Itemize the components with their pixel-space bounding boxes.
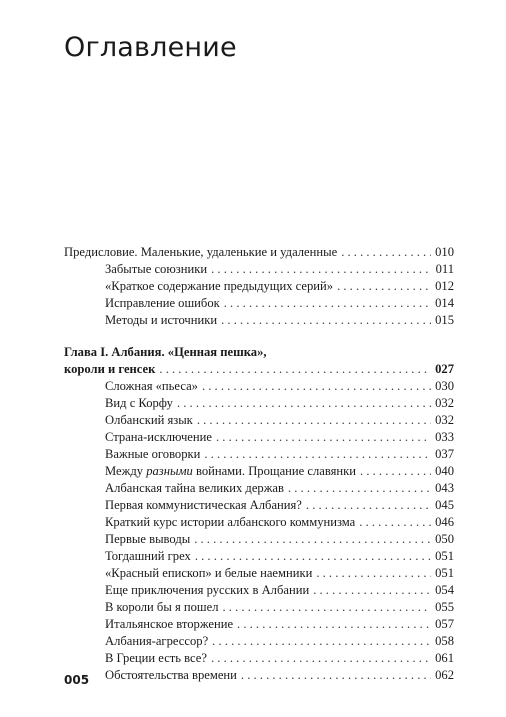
toc-entry-label: Страна-исключение — [105, 430, 212, 444]
toc-entry[interactable] — [64, 261, 454, 278]
toc-entry-label: Методы и источники — [105, 313, 218, 327]
leader-dots — [197, 412, 431, 429]
toc-entry-label: Первые выводы — [105, 532, 191, 546]
toc-entry-label: Еще приключения русских в Албании — [105, 583, 310, 597]
leader-dots — [211, 261, 431, 278]
leader-dots — [241, 667, 431, 684]
toc-entry-page: 054 — [435, 583, 454, 597]
toc-entry-label: Итальянское вторжение — [105, 617, 234, 631]
toc-entry[interactable] — [64, 531, 454, 548]
toc-entry-page: 014 — [435, 296, 454, 310]
toc-entry-page: 061 — [435, 651, 454, 665]
leader-dots — [360, 463, 431, 480]
toc-entry[interactable] — [64, 667, 454, 684]
toc-entry[interactable] — [64, 412, 454, 429]
leader-dots — [202, 378, 431, 395]
toc-entry[interactable] — [64, 378, 454, 395]
leader-dots — [221, 312, 431, 329]
toc-entry-label: В Греции есть все? — [105, 651, 207, 665]
toc-entry-label: Албанская тайна великих держав — [105, 481, 284, 495]
leader-dots — [195, 548, 431, 565]
chapter-page: 027 — [435, 362, 454, 376]
section-spacer — [64, 329, 454, 344]
toc-entry-label: Забытые союзники — [105, 262, 208, 276]
toc-entry-label: Обстоятельства времени — [105, 668, 237, 682]
toc-entry-page: 011 — [435, 262, 454, 276]
toc-entry-label: Албания-агрессор? — [105, 634, 209, 648]
chapter-heading-line[interactable] — [64, 361, 454, 378]
toc-entry-page: 040 — [435, 464, 454, 478]
toc-entry[interactable] — [64, 633, 454, 650]
toc-entry[interactable] — [64, 582, 454, 599]
toc-entry[interactable] — [64, 395, 454, 412]
leader-dots — [211, 650, 431, 667]
toc-entry-page: 032 — [435, 413, 454, 427]
toc-entry[interactable] — [64, 599, 454, 616]
leader-dots — [313, 582, 431, 599]
toc-entry-page: 032 — [435, 396, 454, 410]
leader-dots — [237, 616, 431, 633]
toc-entry-label: Тогдашний грех — [105, 549, 191, 563]
toc-entry-page: 045 — [435, 498, 454, 512]
toc-entry-page: 058 — [435, 634, 454, 648]
leader-dots — [316, 565, 431, 582]
toc-entry-label-emphasis: разными — [146, 464, 193, 478]
chapter-heading-label: короли и генсек — [64, 362, 156, 376]
toc-entry-label-post: войнами. Прощание славянки — [192, 464, 357, 478]
toc-entry-label: «Краткое содержание предыдущих серий» — [105, 279, 334, 293]
chapter-heading[interactable]: Глава I. Албания. «Ценная пешка», — [64, 345, 267, 359]
leader-dots — [212, 633, 431, 650]
toc-entry-label: Предисловие. Маленькие, удаленькие и удаленные — [64, 245, 338, 259]
page-number: 005 — [64, 673, 90, 687]
toc-entry-label: Олбанский язык — [105, 413, 193, 427]
toc-entry[interactable] — [64, 463, 454, 480]
toc-entry-label: Вид с Корфу — [105, 396, 173, 410]
toc-entry[interactable] — [64, 480, 454, 497]
toc-entry-label: Краткий курс истории албанского коммунизма — [105, 515, 356, 529]
leader-dots — [223, 599, 432, 616]
toc-entry[interactable] — [64, 278, 454, 295]
leader-dots — [341, 244, 431, 261]
leader-dots — [159, 361, 431, 378]
page-title: Оглавление — [64, 32, 237, 63]
leader-dots — [288, 480, 431, 497]
table-of-contents — [64, 244, 454, 684]
toc-entry-page: 010 — [435, 245, 454, 259]
toc-entry-label-pre: Между — [105, 464, 147, 478]
toc-entry-page: 057 — [435, 617, 454, 631]
leader-dots — [359, 514, 431, 531]
leader-dots — [216, 429, 431, 446]
leader-dots — [177, 395, 431, 412]
toc-entry-page: 062 — [435, 668, 454, 682]
toc-entry[interactable] — [64, 312, 454, 329]
toc-entry-label: Сложная «пьеса» — [105, 379, 198, 393]
toc-entry-label — [105, 463, 356, 480]
toc-entry-page: 030 — [435, 379, 454, 393]
toc-entry-page: 033 — [435, 430, 454, 444]
toc-entry-page: 037 — [435, 447, 454, 461]
toc-entry-page: 051 — [435, 566, 454, 580]
leader-dots — [204, 446, 431, 463]
toc-entry[interactable] — [64, 616, 454, 633]
toc-entry-page: 051 — [435, 549, 454, 563]
toc-entry-page: 055 — [435, 600, 454, 614]
toc-entry[interactable] — [64, 446, 454, 463]
toc-entry[interactable] — [64, 244, 454, 261]
toc-entry[interactable] — [64, 548, 454, 565]
toc-entry[interactable] — [64, 295, 454, 312]
toc-entry-label: Исправление ошибок — [105, 296, 220, 310]
leader-dots — [306, 497, 431, 514]
toc-entry-page: 046 — [435, 515, 454, 529]
toc-entry[interactable] — [64, 514, 454, 531]
toc-entry-page: 050 — [435, 532, 454, 546]
leader-dots — [224, 295, 431, 312]
toc-entry-label: В короли бы я пошел — [105, 600, 219, 614]
toc-entry[interactable] — [64, 565, 454, 582]
toc-entry[interactable] — [64, 497, 454, 514]
toc-entry[interactable] — [64, 429, 454, 446]
toc-entry-label: Первая коммунистическая Албания? — [105, 498, 302, 512]
leader-dots — [337, 278, 431, 295]
toc-entry-label: Важные оговорки — [105, 447, 201, 461]
toc-entry-page: 012 — [435, 279, 454, 293]
toc-entry[interactable] — [64, 650, 454, 667]
toc-entry-label: «Красный епископ» и белые наемники — [105, 566, 313, 580]
toc-entry-page: 043 — [435, 481, 454, 495]
toc-entry-page: 015 — [435, 313, 454, 327]
leader-dots — [194, 531, 431, 548]
